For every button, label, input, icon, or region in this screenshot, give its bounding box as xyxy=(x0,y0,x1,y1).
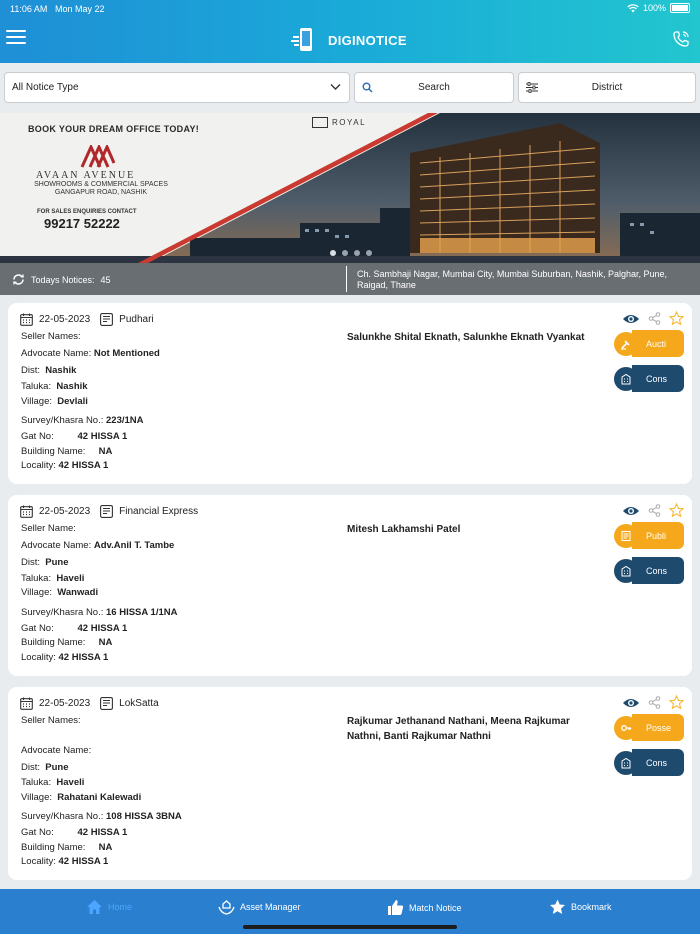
banner-address xyxy=(6,181,196,197)
building-value: NA xyxy=(98,446,113,457)
newspaper-icon xyxy=(100,697,113,710)
village-value: Wanwadi xyxy=(57,587,99,598)
locality-value: 42 HISSA 1 xyxy=(58,652,109,663)
locality-field: Locality: 42 HISSA 1 xyxy=(21,856,109,867)
locality-field: Locality: 42 HISSA 1 xyxy=(21,460,109,471)
banner-line1: SHOWROOMS & COMMERCIAL SPACES xyxy=(34,181,168,188)
share-icon[interactable] xyxy=(648,696,661,709)
thumbs-up-icon xyxy=(387,899,404,916)
home-icon xyxy=(86,899,103,915)
royal-logo-icon xyxy=(312,117,328,128)
nav-bookmark[interactable] xyxy=(549,899,612,915)
app-title: DIGINOTICE xyxy=(328,32,407,48)
nav-asset-manager[interactable] xyxy=(218,899,301,915)
filter-bar xyxy=(4,72,696,103)
app-logo xyxy=(290,27,407,53)
star-icon[interactable] xyxy=(669,503,684,518)
taluka-value: Haveli xyxy=(56,777,85,788)
banner-contact-label: FOR SALES ENQUIRIES CONTACT xyxy=(37,209,137,215)
cons-label: Cons xyxy=(632,365,684,392)
phone-icon xyxy=(672,30,690,48)
banner-brand: AVAAN AVENUE xyxy=(36,170,136,181)
wifi-icon xyxy=(627,4,639,13)
card-actions xyxy=(622,311,684,326)
dist-value: Pune xyxy=(45,762,69,773)
building-field: Building Name: NA xyxy=(21,637,113,648)
nav-match-notice[interactable] xyxy=(387,899,462,916)
nav-home[interactable] xyxy=(86,899,132,915)
notice-summary-bar xyxy=(0,263,700,295)
survey-value: 108 HISSA 3BNA xyxy=(106,811,182,822)
status-bar xyxy=(0,0,700,18)
star-icon[interactable] xyxy=(669,311,684,326)
calendar-icon xyxy=(20,313,33,326)
carousel-dot[interactable] xyxy=(330,250,336,256)
village-value: Devlali xyxy=(57,396,88,407)
taluka-field: Taluka: Haveli xyxy=(21,777,85,788)
building-value: NA xyxy=(98,842,113,853)
newspaper-icon xyxy=(100,313,113,326)
notice-type-label: Posse xyxy=(632,714,684,741)
carousel-dot[interactable] xyxy=(342,250,348,256)
asset-manager-icon xyxy=(218,899,235,915)
taluka-value: Nashik xyxy=(56,381,88,392)
menu-button[interactable] xyxy=(6,30,26,46)
banner-headline: BOOK YOUR DREAM OFFICE TODAY! xyxy=(28,124,200,134)
locality-value: 42 HISSA 1 xyxy=(58,856,109,867)
survey-field: Survey/Khasra No.: 108 HISSA 3BNA xyxy=(21,811,182,822)
dist-field: Dist: Nashik xyxy=(21,365,77,376)
nav-match-label: Match Notice xyxy=(409,902,462,913)
battery-indicator xyxy=(627,3,690,13)
survey-field: Survey/Khasra No.: 16 HISSA 1/1NA xyxy=(21,607,178,618)
gat-value: 42 HISSA 1 xyxy=(77,623,128,634)
battery-percent: 100% xyxy=(642,3,666,13)
advocate-field: Advocate Name: Not Mentioned xyxy=(21,348,160,359)
village-value: Rahatani Kalewadi xyxy=(57,792,142,803)
notice-date: 22-05-2023 xyxy=(39,506,91,517)
seller-names: Mitesh Lakhamshi Patel xyxy=(347,524,461,535)
card-actions xyxy=(622,503,684,518)
notice-card[interactable] xyxy=(8,303,692,484)
builder-logo xyxy=(312,117,366,128)
notice-type-label: Publi xyxy=(632,522,684,549)
building-field: Building Name: NA xyxy=(21,842,113,853)
seller-names: Rajkumar Jethanand Nathani, Meena Rajkumar Nathni, Banti Rajkumar Nathni xyxy=(347,716,570,742)
eye-icon[interactable] xyxy=(622,313,640,325)
taluka-field: Taluka: Haveli xyxy=(21,573,85,584)
nav-asset-label: Asset Manager xyxy=(240,902,301,912)
newspaper-name: Financial Express xyxy=(119,506,199,517)
notice-type-select[interactable] xyxy=(4,72,350,103)
gavel-icon xyxy=(620,338,632,350)
cons-label: Cons xyxy=(632,557,684,584)
eye-icon[interactable] xyxy=(622,697,640,709)
eye-icon[interactable] xyxy=(622,505,640,517)
seller-label: Seller Names: xyxy=(21,715,81,726)
call-button[interactable] xyxy=(672,30,690,53)
building-value: NA xyxy=(98,637,113,648)
search-button[interactable] xyxy=(354,72,514,103)
phone-notice-logo-icon xyxy=(290,27,320,53)
survey-field: Survey/Khasra No.: 223/1NA xyxy=(21,415,144,426)
dist-field: Dist: Pune xyxy=(21,557,69,568)
refresh-icon[interactable] xyxy=(12,273,25,286)
newspaper-name: LokSatta xyxy=(119,698,159,709)
todays-notices-label: Todays Notices: xyxy=(31,274,95,285)
calendar-icon xyxy=(20,697,33,710)
building-icon xyxy=(620,565,632,577)
notice-type-value: All Notice Type xyxy=(12,82,79,93)
village-field: Village: Wanwadi xyxy=(21,587,99,598)
notice-card[interactable] xyxy=(8,687,692,880)
advocate-field: Advocate Name: xyxy=(21,745,92,756)
chevron-down-icon xyxy=(330,83,341,91)
advocate-field: Advocate Name: Adv.Anil T. Tambe xyxy=(21,540,175,551)
taluka-field: Taluka: Nashik xyxy=(21,381,88,392)
notice-date: 22-05-2023 xyxy=(39,314,91,325)
carousel-dot[interactable] xyxy=(366,250,372,256)
survey-value: 223/1NA xyxy=(106,415,144,426)
newspaper-icon xyxy=(100,505,113,518)
village-field: Village: Devlali xyxy=(21,396,88,407)
seller-label: Seller Names: xyxy=(21,331,81,342)
dist-value: Nashik xyxy=(45,365,77,376)
gat-field: Gat No: 42 HISSA 1 xyxy=(21,431,128,442)
gat-field: Gat No: 42 HISSA 1 xyxy=(21,623,128,634)
notice-type-button[interactable] xyxy=(614,522,684,549)
building-icon xyxy=(620,373,632,385)
carousel-dots[interactable] xyxy=(330,250,372,256)
promo-banner[interactable] xyxy=(0,113,700,263)
advocate-name: Not Mentioned xyxy=(93,348,160,359)
advocate-name: Adv.Anil T. Tambe xyxy=(93,540,175,551)
gat-value: 42 HISSA 1 xyxy=(77,827,128,838)
share-icon[interactable] xyxy=(648,312,661,325)
banner-phone: 99217 52222 xyxy=(44,216,120,231)
document-icon xyxy=(620,530,632,542)
notice-type-button[interactable] xyxy=(614,714,684,741)
star-icon[interactable] xyxy=(669,695,684,710)
notice-card[interactable] xyxy=(8,495,692,676)
status-date: Mon May 22 xyxy=(55,4,105,14)
share-icon[interactable] xyxy=(648,504,661,517)
dist-field: Dist: Pune xyxy=(21,762,69,773)
todays-notices-count: 45 xyxy=(100,274,111,285)
carousel-dot[interactable] xyxy=(354,250,360,256)
notice-type-label: Aucti xyxy=(632,330,684,357)
locality-field: Locality: 42 HISSA 1 xyxy=(21,652,109,663)
filter-sliders-icon xyxy=(526,82,538,93)
cons-button[interactable] xyxy=(614,749,684,776)
building-icon xyxy=(620,757,632,769)
nav-bookmark-label: Bookmark xyxy=(571,902,612,912)
building-field: Building Name: NA xyxy=(21,446,113,457)
taluka-value: Haveli xyxy=(56,573,85,584)
cons-button[interactable] xyxy=(614,365,684,392)
locality-value: 42 HISSA 1 xyxy=(58,460,109,471)
survey-value: 16 HISSA 1/1NA xyxy=(106,607,178,618)
app-header xyxy=(0,0,700,63)
nav-home-label: Home xyxy=(108,902,133,912)
banner-line2: GANGAPUR ROAD, NASHIK xyxy=(54,189,148,196)
battery-icon xyxy=(670,3,690,13)
seller-label: Seller Name: xyxy=(21,523,76,534)
builder-name: ROYAL xyxy=(332,118,367,127)
bottom-nav xyxy=(0,889,700,934)
cons-label: Cons xyxy=(632,749,684,776)
village-field: Village: Rahatani Kalewadi xyxy=(21,792,142,803)
gat-value: 42 HISSA 1 xyxy=(77,431,128,442)
search-icon xyxy=(362,82,373,93)
notice-type-button[interactable] xyxy=(614,330,684,357)
district-filter-button[interactable] xyxy=(518,72,696,103)
seller-names: Salunkhe Shital Eknath, Salunkhe Eknath Vyankat xyxy=(347,332,585,343)
status-time: 11:06 AM xyxy=(10,4,48,14)
gat-field: Gat No: 42 HISSA 1 xyxy=(21,827,128,838)
district-list: Ch. Sambhaji Nagar, Mumbai City, Mumbai Suburban, Nashik, Palghar, Pune, Raigad, Thane xyxy=(357,269,667,290)
newspaper-name: Pudhari xyxy=(119,314,154,325)
notice-date: 22-05-2023 xyxy=(39,698,91,709)
card-actions xyxy=(622,695,684,710)
dist-value: Pune xyxy=(45,557,69,568)
search-label: Search xyxy=(418,82,450,93)
star-filled-icon xyxy=(549,899,566,915)
key-icon xyxy=(620,722,632,734)
district-label: District xyxy=(591,82,623,93)
avaan-logo-icon xyxy=(80,145,116,169)
calendar-icon xyxy=(20,505,33,518)
home-indicator xyxy=(243,925,457,929)
cons-button[interactable] xyxy=(614,557,684,584)
